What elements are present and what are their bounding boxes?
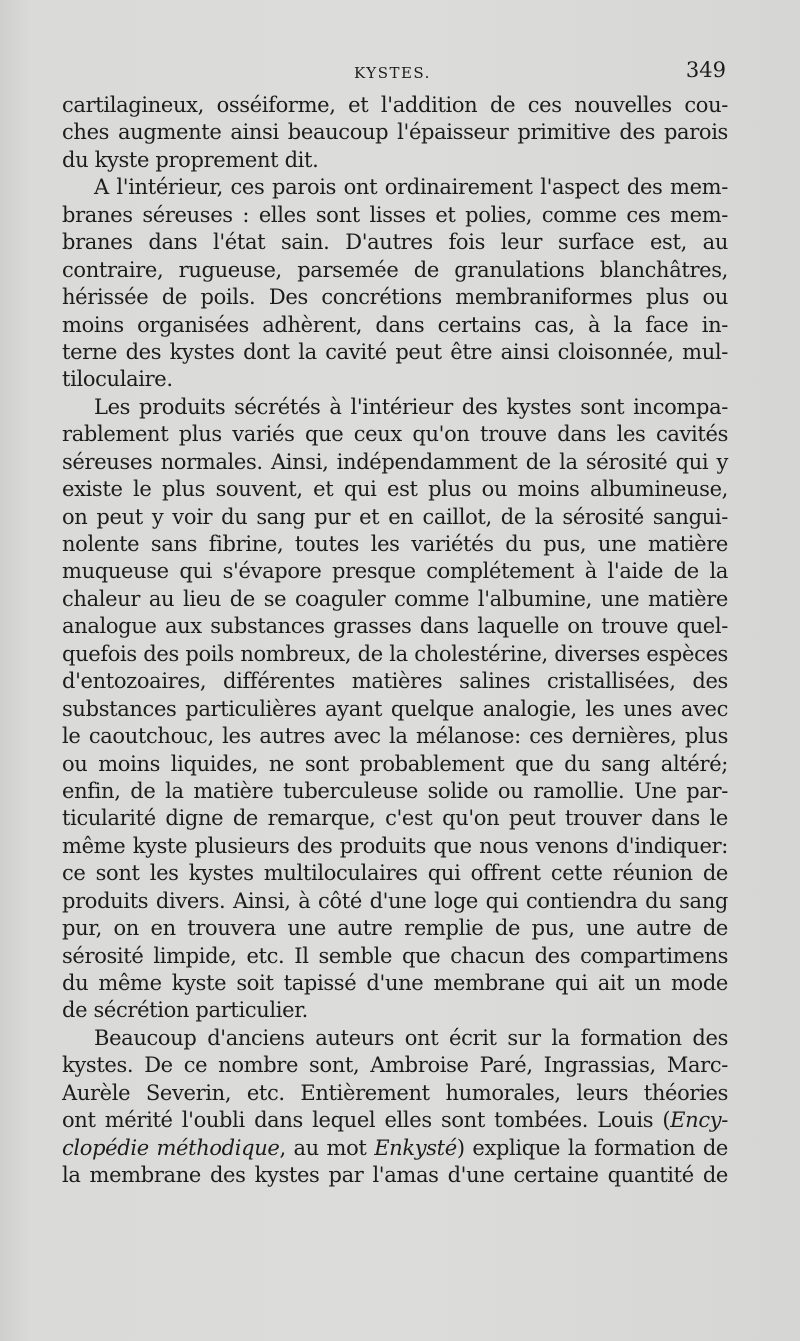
- text-line: substances particulières ayant quelque analogie, les unes avec: [62, 696, 728, 721]
- text-run: ) explique la formation de: [456, 1135, 728, 1160]
- text-line: contraire, rugueuse, parsemée de granulations blanchâtres,: [62, 257, 728, 282]
- text-run: , au mot: [279, 1135, 375, 1160]
- text-run: ont mérité l'oubli dans lequel elles sont tombées. Louis (: [62, 1108, 671, 1133]
- text-line: ches augmente ainsi beaucoup l'épaisseur primitive des parois: [62, 120, 728, 145]
- text-line: nolente sans fibrine, toutes les variétés du pus, une matière: [62, 532, 728, 556]
- text-line: du même kyste soit tapissé d'une membrane qui ait un mode: [62, 971, 728, 995]
- text-line: de sécrétion particulier.: [62, 998, 308, 1023]
- text-line: produits divers. Ainsi, à côté d'une loge qui contiendra du sang: [62, 888, 728, 913]
- text-line: existe le plus souvent, et qui est plus ou moins albumineuse,: [62, 477, 728, 502]
- text-line: même kyste plusieurs des produits que nous venons d'indiquer:: [62, 833, 728, 858]
- text-line: moins organisées adhèrent, dans certains cas, à la face in-: [62, 312, 728, 337]
- text-line: on peut y voir du sang pur et en caillot, de la sérosité sangui-: [62, 504, 728, 529]
- text-line: enfin, de la matière tuberculeuse solide ou ramollie. Une par-: [62, 778, 728, 803]
- text-line: ou moins liquides, ne sont probablement que du sang altéré;: [62, 751, 728, 776]
- text-line: Beaucoup d'anciens auteurs ont écrit sur la formation des: [94, 1025, 728, 1050]
- text-line: cartilagineux, osséiforme, et l'addition de ces nouvelles cou-: [62, 93, 728, 117]
- text-line: séreuses normales. Ainsi, indépendamment de la sérosité qui y: [62, 449, 728, 474]
- page-number: 349: [685, 58, 726, 82]
- italic-text: clopédie méthodique: [62, 1135, 280, 1160]
- italic-text: Enkysté: [374, 1135, 457, 1160]
- text-line: Les produits sécrétés à l'intérieur des kystes sont incompa-: [94, 394, 728, 419]
- text-line: hérissée de poils. Des concrétions membraniformes plus ou: [62, 285, 728, 310]
- text-line: Aurèle Severin, etc. Entièrement humorales, leurs théories: [62, 1080, 728, 1105]
- text-line: muqueuse qui s'évapore presque complétement à l'aide de la: [62, 559, 728, 584]
- running-head: KYSTES.: [354, 64, 431, 82]
- body-text: [62, 92, 728, 1190]
- text-line: rablement plus variés que ceux qu'on trouve dans les cavités: [62, 422, 728, 447]
- text-line: [62, 1107, 728, 1134]
- text-line: le caoutchouc, les autres avec la mélanose: ces dernières, plus: [62, 724, 728, 749]
- text-line: kystes. De ce nombre sont, Ambroise Paré, Ingrassias, Marc-: [62, 1053, 728, 1078]
- text-line: A l'intérieur, ces parois ont ordinairement l'aspect des mem-: [94, 175, 728, 200]
- text-line: du kyste proprement dit.: [62, 147, 319, 172]
- text-line: quefois des poils nombreux, de la cholestérine, diverses espèces: [62, 641, 728, 666]
- italic-text: Ency-: [670, 1108, 728, 1133]
- text-line: la membrane des kystes par l'amas d'une certaine quantité de: [62, 1163, 728, 1188]
- text-line: ticularité digne de remarque, c'est qu'on peut trouver dans le: [62, 806, 728, 831]
- text-line: sérosité limpide, etc. Il semble que chacun des compartimens: [62, 943, 728, 968]
- text-line: branes dans l'état sain. D'autres fois leur surface est, au: [62, 230, 728, 255]
- text-line: branes séreuses : elles sont lisses et polies, comme ces mem-: [62, 202, 728, 227]
- text-line: terne des kystes dont la cavité peut être ainsi cloisonnée, mul-: [62, 339, 728, 364]
- page-header: [62, 58, 728, 88]
- text-line: chaleur au lieu de se coaguler comme l'albumine, une matière: [62, 586, 728, 611]
- text-line: [62, 1135, 728, 1162]
- text-line: ce sont les kystes multiloculaires qui offrent cette réunion de: [62, 861, 728, 886]
- text-line: tiloculaire.: [62, 367, 173, 392]
- text-line: analogue aux substances grasses dans laquelle on trouve quel-: [62, 614, 728, 639]
- text-line: d'entozoaires, différentes matières salines cristallisées, des: [62, 669, 728, 694]
- text-line: pur, on en trouvera une autre remplie de pus, une autre de: [62, 916, 728, 941]
